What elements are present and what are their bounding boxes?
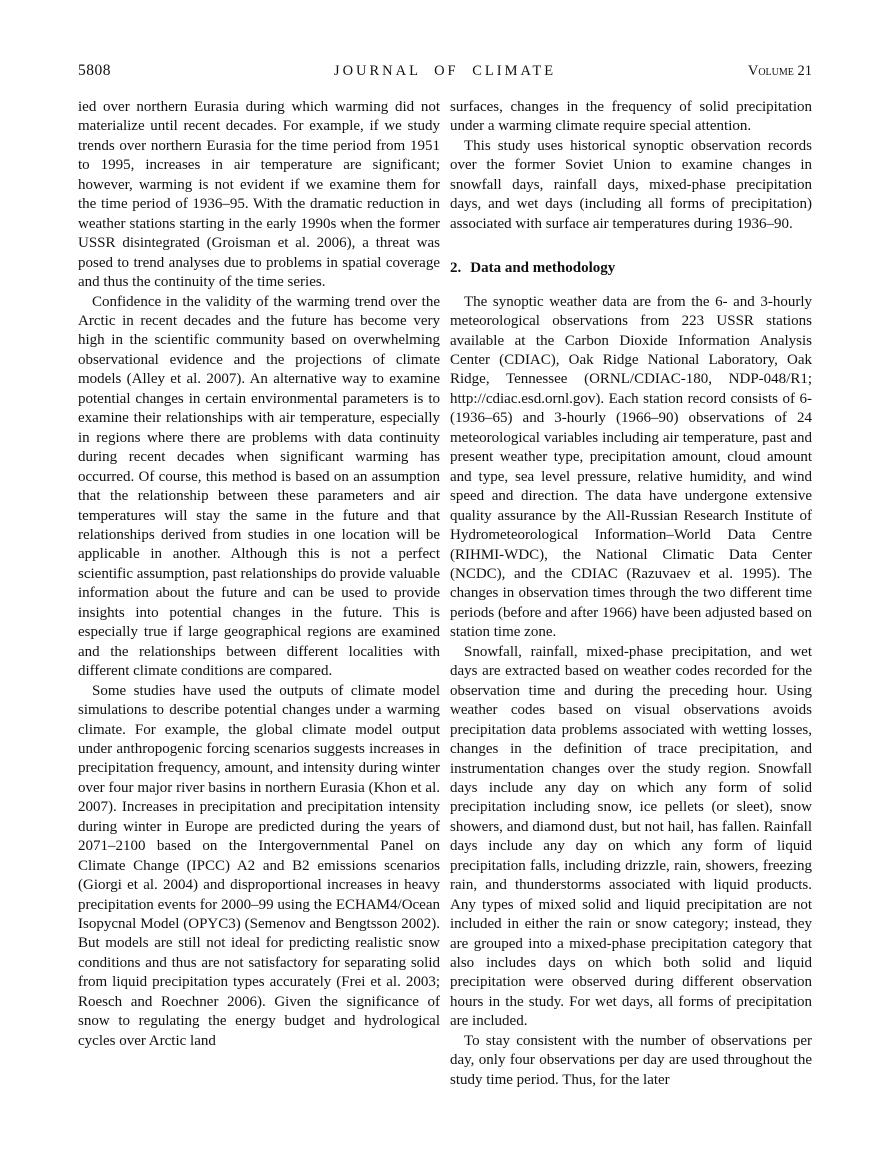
paragraph: Snowfall, rainfall, mixed-phase precipitation, and wet days are extracted based on weather codes recorded for the observation time and during the preceding hour. Using weather codes based on visual observations avoids precipitation data problems associated with wetting losses, changes in the definition of trace precipitation, and instrumentation changes over the study region. Snowfall days include any day on which any form of solid precipitation including snow, ice pellets (or sleet), snow showers, and diamond dust, but not hail, has fallen. Rainfall days include any day on which any form of liquid precipitation falls, including drizzle, rain, showers, freezing rain, and thunderstorms associated with liquid products. Any types of mixed solid and liquid precipitation are not included in either the rain or snow category; instead, they are grouped into a mixed-phase precipitation category that also includes days on which both solid and liquid precipitation were observed during different observation hours in the study. For wet days, all forms of precipitation are included. bbox=[450, 643, 812, 1030]
paragraph: ied over northern Eurasia during which warming did not materialize until recent decades. For example, if we study trends over northern Eurasia for the time period from 1951 to 1995, increases in air temperature are significant; however, warming is not evident if we examine them for the time period of 1936–95. With the dramatic reduction in weather stations starting in the early 1990s when the former USSR disintegrated (Groisman et al. 2006), a threat was posed to trend analyses due to problems in spatial coverage and thus the continuity of the time series. bbox=[78, 99, 440, 291]
paragraph: The synoptic weather data are from the 6- and 3-hourly meteorological observations from 223 USSR stations available at the Carbon Dioxide Information Analysis Center (CDIAC), Oak Ridge National Laboratory, Oak Ridge, Tennessee (ORNL/CDIAC-180, NDP-048/R1; http://cdiac.esd.ornl.gov). Each station record consists of 6- (1936–65) and 3-hourly (1966–90) observations of 24 meteorological variables including air temperature, past and present weather type, precipitation amount, cloud amount and type, sea level pressure, relative humidity, and wind speed and direction. The data have undergone extensive quality assurance by the All-Russian Research Institute of Hydrometeorological Information–World Data Centre (RIHMI-WDC), the National Climatic Data Center (NCDC), and the CDIAC (Razuvaev et al. 1995). The changes in observation times through the two different time periods (before and after 1966) have been adjusted based on station time zone. bbox=[450, 293, 812, 641]
volume-label: Volume 21 bbox=[747, 63, 812, 79]
paragraph: This study uses historical synoptic observation records over the former Soviet Union to examine changes in snowfall days, rainfall days, mixed-phase precipitation days, and wet days (including all forms of precipitation) associated with surface air temperatures during 1936–90. bbox=[450, 137, 812, 232]
page-number: 5808 bbox=[78, 62, 111, 79]
paragraph: To stay consistent with the number of observations per day, only four observations per day are used throughout the study time period. Thus, for the later bbox=[450, 1032, 812, 1088]
section-title: Data and methodology bbox=[470, 260, 616, 277]
paragraph: Some studies have used the outputs of climate model simulations to describe potential changes under a warming climate. For example, the global climate model output under anthropogenic forcing scenarios suggests increases in precipitation frequency, amount, and intensity during winter over four major river basins in northern Eurasia (Khon et al. 2007). Increases in precipitation and precipitation intensity during winter in Europe are predicted during the years of 2071–2100 based on the Intergovernmental Panel on Climate Change (IPCC) A2 and B2 emissions scenarios (Giorgi et al. 2004) and disproportional increases in heavy precipitation events for 2000–99 using the ECHAM4/Ocean Isopycnal Model (OPYC3) (Semenov and Bengtsson 2002). But models are still not ideal for predicting realistic snow conditions and thus are not satisfactory for separating solid from liquid precipitation types accurately (Frei et al. 2003; Roesch and Roechner 2006). Given the significance of snow to regulating the energy budget and hydrological cycles over Arctic land bbox=[78, 682, 440, 1049]
two-column-body bbox=[78, 98, 812, 1090]
section-heading bbox=[450, 259, 812, 278]
paragraph: surfaces, changes in the frequency of solid precipitation under a warming climate require special attention. bbox=[450, 99, 812, 135]
right-column bbox=[450, 98, 812, 1090]
left-column bbox=[78, 98, 440, 1090]
journal-title: JOURNAL OF CLIMATE bbox=[333, 63, 557, 79]
paragraph: Confidence in the validity of the warming trend over the Arctic in recent decades and the future has become very high in the scientific community based on overwhelming observational evidence and the projections of climate models (Alley et al. 2007). An alternative way to examine potential changes in certain environmental parameters is to examine their relationships with air temperature, especially in regions where there are problems with data continuity during recent decades when significant warming has occurred. Of course, this method is based on an assumption that the relationship between these parameters and air temperatures will stay the same in the future and that relationships derived from studies in one location will be applicable in another. Although this is not a perfect scientific assumption, past relationships do provide valuable information about the future and can be used to provide insights into potential changes in the future. This is especially true if large geographical regions are examined and the relationships between different localities with different climate conditions are compared. bbox=[78, 293, 441, 680]
section-number: 2. bbox=[450, 260, 462, 277]
page-header bbox=[78, 62, 812, 80]
